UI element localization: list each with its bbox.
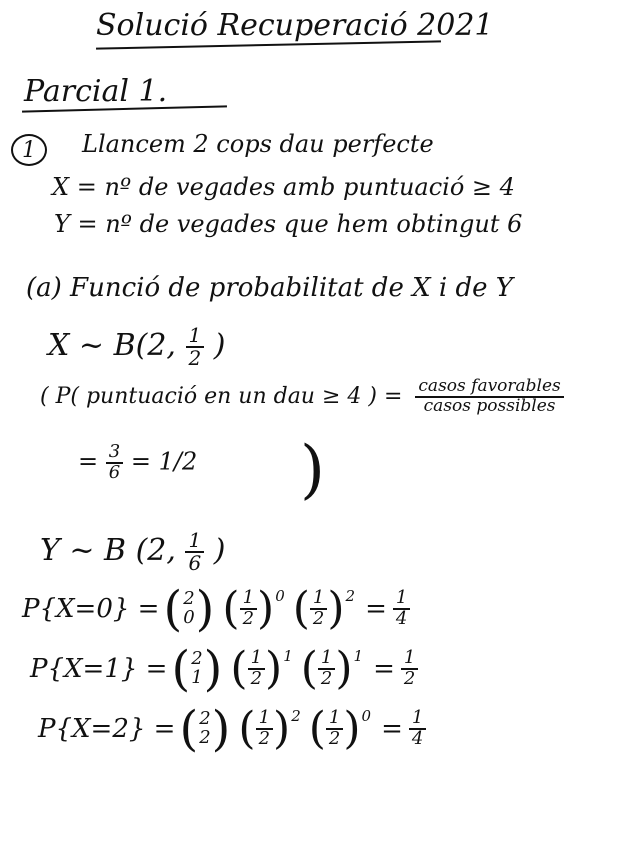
result-value: = 1/2 [130, 447, 198, 476]
equals-sign: = [381, 714, 403, 744]
intro-line: Llancem 2 cops dau perfecte [82, 130, 434, 158]
section-heading: Parcial 1. [24, 74, 168, 109]
page-title: Solució Recuperació 2021 [96, 8, 494, 43]
pmf-lhs: P{X=1} = [30, 654, 168, 684]
binomial-coefficient: ( 2 0 ) [163, 581, 215, 637]
y-dist-prefix: Y ~ B (2, [40, 533, 176, 568]
favorable-cases: casos favorables [415, 378, 563, 398]
binomial-coefficient: ( 2 1 ) [171, 641, 223, 697]
y-distribution [40, 530, 225, 574]
question-number-circle [11, 134, 47, 166]
x-dist-suffix: ) [213, 328, 226, 363]
part-a-heading: (a) Funció de probabilitat de X i de Y [26, 273, 513, 303]
half-fraction [186, 325, 205, 369]
exponent: 0 [361, 707, 372, 725]
fraction-denominator: 6 [188, 551, 202, 575]
binomial-coefficient: ( 2 2 ) [179, 701, 231, 757]
success-power: ( $\frac{1}{2}$ ) $^1$ [230, 643, 293, 694]
y-dist-suffix: ) [213, 533, 226, 568]
exponent: 1 [283, 647, 293, 665]
x-definition: X = nº de vegades amb puntuació ≥ 4 [52, 173, 515, 201]
cases-fraction [415, 378, 563, 416]
three-sixths-fraction [106, 443, 123, 483]
equals-sign: = [78, 447, 99, 476]
fraction-numerator: 1 [186, 325, 205, 348]
x-distribution [48, 325, 226, 369]
failure-power: ( $\frac{1}{2}$ ) $^1$ [300, 643, 364, 694]
pmf-result: $\frac{1}{4}$ [409, 709, 426, 749]
question-number: 1 [22, 137, 36, 163]
y-definition: Y = nº de vegades que hem obtingut 6 [54, 210, 523, 238]
exponent: 2 [345, 587, 356, 605]
fraction-numerator: 1 [185, 530, 204, 553]
probability-statement [40, 378, 564, 416]
exponent: 2 [291, 707, 301, 725]
pmf-row-x1 [30, 641, 418, 697]
exponent: 0 [275, 587, 285, 605]
pmf-lhs: P{X=0} = [22, 594, 160, 624]
pmf-row-x2 [38, 701, 426, 757]
closing-parenthesis: ) [300, 433, 325, 507]
success-power: ( $\frac{1}{2}$ ) $^2$ [238, 703, 301, 754]
success-power: ( $\frac{1}{2}$ ) $^0$ [222, 583, 285, 634]
x-dist-prefix: X ~ B(2, [48, 328, 176, 363]
pmf-lhs: P{X=2} = [38, 714, 176, 744]
sixth-fraction [185, 530, 204, 574]
possible-cases: casos possibles [423, 395, 556, 416]
probability-text: ( P( puntuació en un dau ≥ 4 ) = [40, 383, 403, 409]
fraction-denominator: 2 [188, 346, 202, 370]
pmf-row-x0 [22, 581, 410, 637]
fraction-numerator: 3 [106, 443, 123, 464]
failure-power: ( $\frac{1}{2}$ ) $^0$ [308, 703, 372, 754]
fraction-denominator: 6 [108, 461, 121, 483]
equals-sign: = [365, 594, 387, 624]
probability-result [78, 443, 197, 483]
pmf-result: $\frac{1}{4}$ [393, 589, 410, 629]
exponent: 1 [353, 647, 364, 665]
equals-sign: = [373, 654, 395, 684]
pmf-result: $\frac{1}{2}$ [401, 649, 418, 689]
failure-power: ( $\frac{1}{2}$ ) $^2$ [292, 583, 356, 634]
